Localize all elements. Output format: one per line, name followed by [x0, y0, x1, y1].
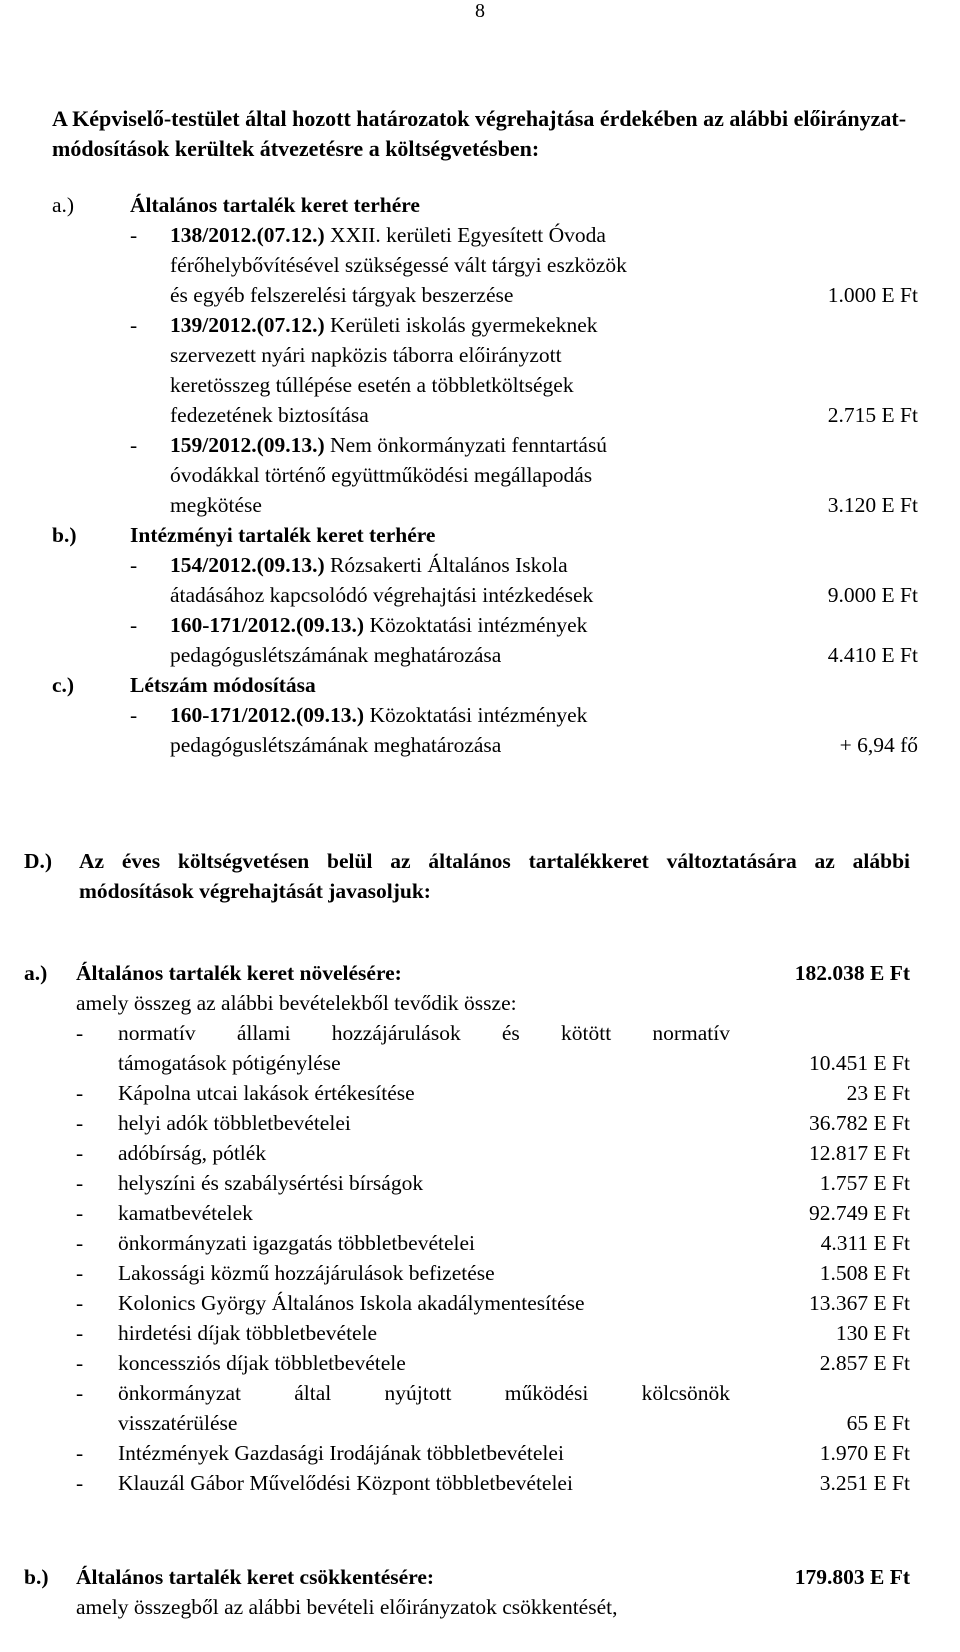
dash: -: [130, 313, 138, 337]
list-item: [24, 1438, 910, 1468]
dash: -: [130, 433, 138, 457]
item-text: Rózsakerti Általános Iskola: [324, 553, 568, 577]
list-item: [52, 550, 918, 580]
subsection-title: Általános tartalék keret terhére: [130, 193, 420, 217]
resolution-ref: 139/2012.(07.12.): [170, 313, 325, 337]
subsection-total: 179.803 E Ft: [794, 1565, 910, 1589]
list-item: [24, 1378, 910, 1408]
dash: -: [76, 1291, 84, 1315]
dash: -: [76, 1381, 84, 1405]
subsection-title: Létszám módosítása: [130, 673, 316, 697]
item-amount: 36.782 E Ft: [809, 1111, 910, 1135]
list-item: [24, 1168, 910, 1198]
item-amount: 1.000 E Ft: [827, 283, 918, 307]
resolution-ref: 154/2012.(09.13.): [170, 553, 325, 577]
subsection-label: b.): [52, 523, 77, 547]
item-text: hirdetési díjak többletbevétele: [118, 1321, 378, 1345]
dash: -: [76, 1201, 84, 1225]
item-text: koncessziós díjak többletbevétele: [118, 1351, 406, 1375]
page-number: 8: [475, 0, 485, 22]
resolution-ref: 138/2012.(07.12.): [170, 223, 325, 247]
item-text: megkötése: [170, 493, 262, 517]
item-text: keretösszeg túllépése esetén a többletköltségek: [170, 373, 574, 397]
dash: -: [76, 1111, 84, 1135]
dash: -: [76, 1351, 84, 1375]
subsection-label: a.): [52, 193, 75, 217]
item-amount: 9.000 E Ft: [827, 583, 918, 607]
item-text: Intézmények Gazdasági Irodájának többletbevételei: [118, 1441, 564, 1465]
list-item: [24, 1018, 910, 1048]
item-text: normatív állami hozzájárulások és kötött normatív: [118, 1021, 730, 1045]
dash: -: [130, 223, 138, 247]
list-item: [24, 1348, 910, 1378]
subsection-subtitle: amely összegből az alábbi bevételi előirányzatok csökkentését,: [76, 1595, 618, 1619]
item-amount: 3.251 E Ft: [819, 1471, 910, 1495]
item-amount: 2.857 E Ft: [819, 1351, 910, 1375]
dash: -: [130, 553, 138, 577]
item-amount: 92.749 E Ft: [809, 1201, 910, 1225]
item-text: Lakossági közmű hozzájárulások befizetése: [118, 1261, 495, 1285]
subsection-c-header: [52, 670, 918, 700]
subsection-subtitle: amely összeg az alábbi bevételekből tevődik össze:: [76, 991, 517, 1015]
item-amount: 65 E Ft: [846, 1411, 910, 1435]
section-resolutions: [52, 190, 918, 760]
list-item: [52, 310, 918, 340]
item-text: támogatások pótigénylése: [118, 1051, 341, 1075]
item-text: pedagóguslétszámának meghatározása: [170, 643, 502, 667]
dash: -: [76, 1171, 84, 1195]
item-amount: 4.410 E Ft: [827, 643, 918, 667]
dash: -: [76, 1441, 84, 1465]
list-item: [24, 1228, 910, 1258]
intro-paragraph: A Képviselő-testület által hozott határozatok végrehajtása érdekében az alábbi előirányzat-módosítások kerültek átvezetésre a költségvetésben:: [52, 106, 907, 161]
item-text: Közoktatási intézmények: [364, 703, 588, 727]
dash: -: [76, 1261, 84, 1285]
subsection-label: b.): [24, 1565, 49, 1589]
subsection-b-header: [52, 520, 918, 550]
dash: -: [130, 703, 138, 727]
item-text: kamatbevételek: [118, 1201, 253, 1225]
item-text: Klauzál Gábor Művelődési Központ többletbevételei: [118, 1471, 573, 1495]
dash: -: [76, 1321, 84, 1345]
list-item: [24, 1078, 910, 1108]
item-text: és egyéb felszerelési tárgyak beszerzése: [170, 283, 514, 307]
subsection-title: Intézményi tartalék keret terhére: [130, 523, 436, 547]
item-text: óvodákkal történő együttműködési megállapodás: [170, 463, 593, 487]
item-amount: 3.120 E Ft: [827, 493, 918, 517]
subsection-b-header: [24, 1562, 910, 1592]
list-item: [52, 700, 918, 730]
subsection-a-header: [24, 958, 910, 988]
list-item: [52, 610, 918, 640]
dash: -: [76, 1231, 84, 1255]
item-amount: 13.367 E Ft: [809, 1291, 910, 1315]
item-amount: 23 E Ft: [846, 1081, 910, 1105]
item-text: férőhelybővítésével szükségessé vált tárgyi eszközök: [170, 253, 627, 277]
dash: -: [76, 1471, 84, 1495]
section-d-label: D.): [24, 849, 53, 873]
item-amount: 10.451 E Ft: [809, 1051, 910, 1075]
item-text: Közoktatási intézmények: [364, 613, 588, 637]
list-item: [24, 1108, 910, 1138]
subsection-title: Általános tartalék keret csökkentésére:: [76, 1565, 435, 1589]
item-text: fedezetének biztosítása: [170, 403, 369, 427]
list-item: [24, 1258, 910, 1288]
item-text: önkormányzati igazgatás többletbevételei: [118, 1231, 475, 1255]
section-d-heading-text: Az éves költségvetésen belül az általános tartalékkeret változtatására az alábbi módosítások végrehajtását javasoljuk:: [79, 849, 910, 903]
item-text: visszatérülése: [118, 1411, 238, 1435]
resolution-ref: 160-171/2012.(09.13.): [170, 703, 365, 727]
item-text: Nem önkormányzati fenntartású: [324, 433, 608, 457]
item-text: helyi adók többletbevételei: [118, 1111, 351, 1135]
list-item: [52, 430, 918, 460]
item-amount: 12.817 E Ft: [809, 1141, 910, 1165]
section-d-a: [24, 958, 910, 1498]
dash: -: [76, 1021, 84, 1045]
subsection-a-header: [52, 190, 918, 220]
subsection-label: a.): [24, 961, 48, 985]
item-text: önkormányzat által nyújtott működési kölcsönök: [118, 1381, 730, 1405]
item-text: XXII. kerületi Egyesített Óvoda: [324, 223, 606, 247]
item-text: helyszíni és szabálysértési bírságok: [118, 1171, 424, 1195]
list-item: [24, 1198, 910, 1228]
list-item: [24, 1288, 910, 1318]
section-d-b: [24, 1562, 910, 1622]
item-text: Kerületi iskolás gyermekeknek: [324, 313, 598, 337]
item-text: átadásához kapcsolódó végrehajtási intézkedések: [170, 583, 594, 607]
item-amount: 2.715 E Ft: [827, 403, 918, 427]
item-amount: 130 E Ft: [835, 1321, 910, 1345]
dash: -: [76, 1081, 84, 1105]
list-item: [52, 220, 918, 250]
item-amount: 1.508 E Ft: [819, 1261, 910, 1285]
list-item: [24, 1318, 910, 1348]
item-amount: 1.970 E Ft: [819, 1441, 910, 1465]
item-text: Kolonics György Általános Iskola akadálymentesítése: [118, 1291, 585, 1315]
dash: -: [76, 1141, 84, 1165]
resolution-ref: 159/2012.(09.13.): [170, 433, 325, 457]
resolution-ref: 160-171/2012.(09.13.): [170, 613, 365, 637]
subsection-title: Általános tartalék keret növelésére:: [76, 961, 402, 985]
item-text: Kápolna utcai lakások értékesítése: [118, 1081, 415, 1105]
item-text: pedagóguslétszámának meghatározása: [170, 733, 502, 757]
list-item: [24, 1468, 910, 1498]
list-item: [24, 1138, 910, 1168]
subsection-total: 182.038 E Ft: [794, 961, 910, 985]
item-text: szervezett nyári napközis táborra előirányzott: [170, 343, 562, 367]
subsection-label: c.): [52, 673, 75, 697]
item-amount: 1.757 E Ft: [819, 1171, 910, 1195]
item-amount: 4.311 E Ft: [820, 1231, 910, 1255]
item-text: adóbírság, pótlék: [118, 1141, 267, 1165]
dash: -: [130, 613, 138, 637]
item-amount: + 6,94 fő: [839, 733, 918, 757]
